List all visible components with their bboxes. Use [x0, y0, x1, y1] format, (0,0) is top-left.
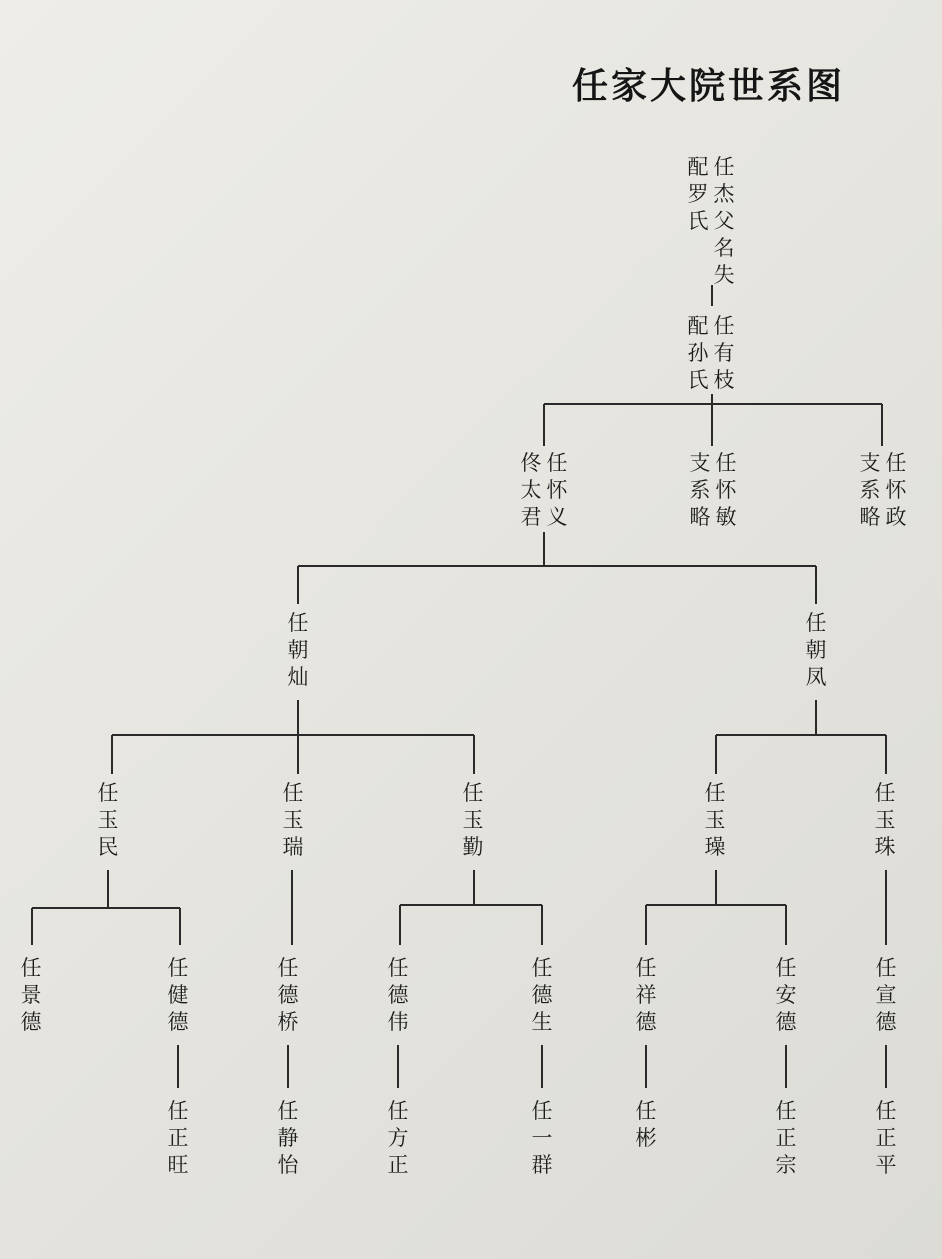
person-ren-deqiao: [277, 955, 299, 1036]
person-ren-desheng: [531, 955, 553, 1036]
person-name: 任德伟: [387, 956, 409, 1034]
branch-note: 支系略: [689, 451, 711, 529]
person-ren-jiefu: [687, 154, 735, 289]
person-name: 任怀敏: [715, 451, 737, 529]
person-name: 任宣德: [875, 956, 897, 1034]
person-name: 任玉勤: [462, 781, 484, 859]
person-name: 任健德: [167, 956, 189, 1034]
spouse-label: 佟太君: [520, 451, 542, 529]
branch-note: 支系略: [859, 451, 881, 529]
person-name: 任玉民: [97, 781, 119, 859]
person-name: 任玉瑞: [282, 781, 304, 859]
person-ren-fangzheng: [387, 1098, 409, 1179]
person-name: 任玉璪: [704, 781, 726, 859]
person-ren-jingyi: [277, 1098, 299, 1179]
person-ren-zhengping: [875, 1098, 897, 1179]
person-ren-jiande: [167, 955, 189, 1036]
person-name: 任正宗: [775, 1099, 797, 1177]
person-name: 任正旺: [167, 1099, 189, 1177]
person-ren-jingde: [20, 955, 42, 1036]
person-name: 任 彬: [635, 1099, 678, 1150]
person-name: 任方正: [387, 1099, 409, 1177]
person-ren-huaizheng: [859, 450, 907, 531]
person-name: 任玉珠: [874, 781, 896, 859]
person-name: 任德生: [531, 956, 553, 1034]
person-ren-xuande: [875, 955, 897, 1036]
page-title: 任家大院世系图: [572, 66, 846, 107]
person-ren-yuzao: [704, 780, 726, 861]
person-ren-yiqun: [531, 1098, 553, 1179]
person-name: 任怀政: [885, 451, 907, 529]
person-name: 任景德: [20, 956, 42, 1034]
person-ren-zhengwang: [167, 1098, 189, 1179]
person-ren-chaofeng: [805, 610, 827, 691]
person-name: 任一群: [531, 1099, 553, 1177]
person-ren-yurui: [282, 780, 304, 861]
person-ren-ande: [775, 955, 797, 1036]
person-name: 任安德: [775, 956, 797, 1034]
person-name: 任正平: [875, 1099, 897, 1177]
person-ren-youzhi: [687, 313, 735, 394]
person-ren-yumin: [97, 780, 119, 861]
person-name: 任有枝: [713, 314, 735, 392]
person-ren-xiangde: [635, 955, 657, 1036]
person-name: 任朝凤: [805, 611, 827, 689]
spouse-label: 配孙氏: [687, 314, 709, 392]
person-ren-yuqin: [462, 780, 484, 861]
person-ren-bin: [635, 1098, 678, 1152]
person-ren-chaocan: [287, 610, 309, 691]
person-name: 任杰父名失: [713, 155, 735, 287]
person-name: 任静怡: [277, 1099, 299, 1177]
person-ren-dewei: [387, 955, 409, 1036]
person-ren-huaiyi: [520, 450, 568, 531]
person-name: 任朝灿: [287, 611, 309, 689]
person-name: 任祥德: [635, 956, 657, 1034]
person-ren-huaimin: [689, 450, 737, 531]
person-ren-yuzhu: [874, 780, 896, 861]
person-name: 任德桥: [277, 956, 299, 1034]
spouse-label: 配罗氏: [687, 155, 709, 233]
person-ren-zhengzong: [775, 1098, 797, 1179]
person-name: 任怀义: [546, 451, 568, 529]
